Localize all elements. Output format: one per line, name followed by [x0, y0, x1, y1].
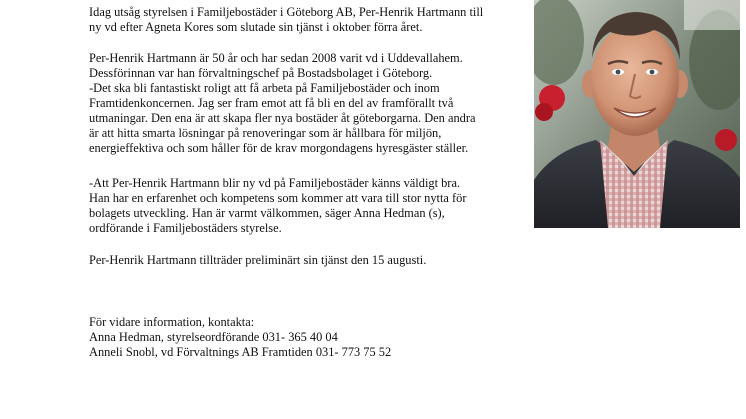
background-paragraph: Per-Henrik Hartmann är 50 år och har sedan 2008 varit vd i Uddevallahem. Dessförinnan var han förvaltningschef på Bostadsbolaget i Göteborg. -Det ska bli fantastiskt roligt att få arbeta på Familjebostäder och inom Framtidenkoncernen. Jag ser fram emot att få bli en del av framförallt två utmaningar. Den ena är att skapa fler nya bostäder åt göteborgarna. Den andra är att hitta smarta lösningar på renoveringar som är hållbara för miljön, energieffektiva och som håller för de krav morgondagens hyresgäster ställer. — [89, 51, 476, 155]
portrait-photo — [534, 0, 740, 228]
portrait-illustration — [534, 0, 740, 228]
contact-line-1: Anna Hedman, styrelseordförande 031- 365 40 04 — [89, 330, 338, 344]
intro-paragraph: Idag utsåg styrelsen i Familjebostäder i Göteborg AB, Per-Henrik Hartmann till ny vd efter Agneta Kores som slutade sin tjänst i oktober förra året. — [89, 5, 484, 34]
contact-line-2: Anneli Snobl, vd Förvaltnings AB Framtiden 031- 773 75 52 — [89, 345, 392, 359]
contact-heading: För vidare information, kontakta: — [89, 315, 255, 329]
contact-block — [89, 315, 529, 360]
start-date-paragraph: Per-Henrik Hartmann tillträder preliminärt sin tjänst den 15 augusti. — [89, 253, 427, 267]
quote-paragraph: -Att Per-Henrik Hartmann blir ny vd på Familjebostäder känns väldigt bra. Han har en erfarenhet och kompetens som kommer att vara till stor nytta för bolagets utveckling. Han är varmt välkommen, säger Anna Hedman (s), ordförande i Familjebostäders styrelse. — [89, 176, 467, 235]
